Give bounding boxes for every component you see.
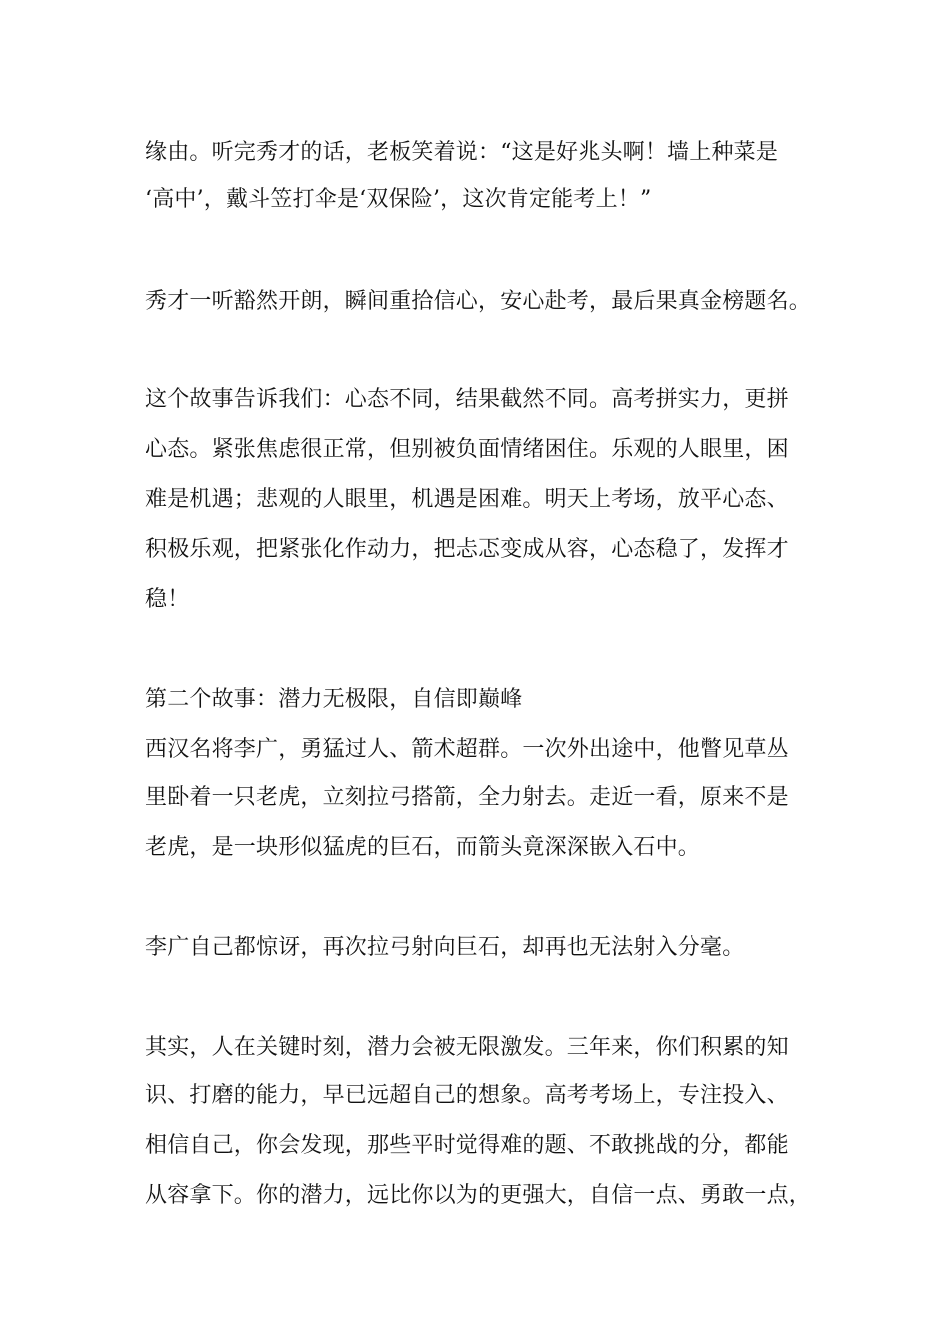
text-line: 心态。紧张焦虑很正常，但别被负面情绪困住。乐观的人眼里，困 (145, 437, 789, 462)
text-line: 稳！ (145, 587, 190, 612)
text-line: 积极乐观，把紧张化作动力，把忐忑变成从容，心态稳了，发挥才 (145, 537, 789, 562)
text-line: 相信自己，你会发现，那些平时觉得难的题、不敢挑战的分，都能 (145, 1133, 789, 1158)
text-line: 识、打磨的能力，早已远超自己的想象。高考考场上，专注投入、 (145, 1083, 789, 1108)
text-line: 里卧着一只老虎，立刻拉弓搭箭，全力射去。走近一看，原来不是 (145, 785, 789, 810)
text-line: ‘高中’，戴斗笠打伞是‘双保险’，这次肯定能考上！” (145, 187, 652, 212)
text-line: 老虎，是一块形似猛虎的巨石，而箭头竟深深嵌入石中。 (145, 835, 701, 860)
text-line: 秀才一听豁然开朗，瞬间重拾信心，安心赴考，最后果真金榜题名。 (145, 289, 812, 314)
text-line: 难是机遇；悲观的人眼里，机遇是困难。明天上考场，放平心态、 (145, 487, 789, 512)
section-heading: 第二个故事：潜力无极限，自信即巅峰 (145, 687, 523, 712)
text-line: 从容拿下。你的潜力，远比你以为的更强大，自信一点、勇敢一点， (145, 1183, 812, 1208)
text-line: 其实，人在关键时刻，潜力会被无限激发。三年来，你们积累的知 (145, 1035, 789, 1060)
text-line: 这个故事告诉我们：心态不同，结果截然不同。高考拼实力，更拼 (145, 387, 789, 412)
text-line: 西汉名将李广，勇猛过人、箭术超群。一次外出途中，他瞥见草丛 (145, 737, 789, 762)
text-line: 缘由。听完秀才的话，老板笑着说：“这是好兆头啊！墙上种菜是 (145, 140, 779, 165)
text-line: 李广自己都惊讶，再次拉弓射向巨石，却再也无法射入分毫。 (145, 935, 745, 960)
